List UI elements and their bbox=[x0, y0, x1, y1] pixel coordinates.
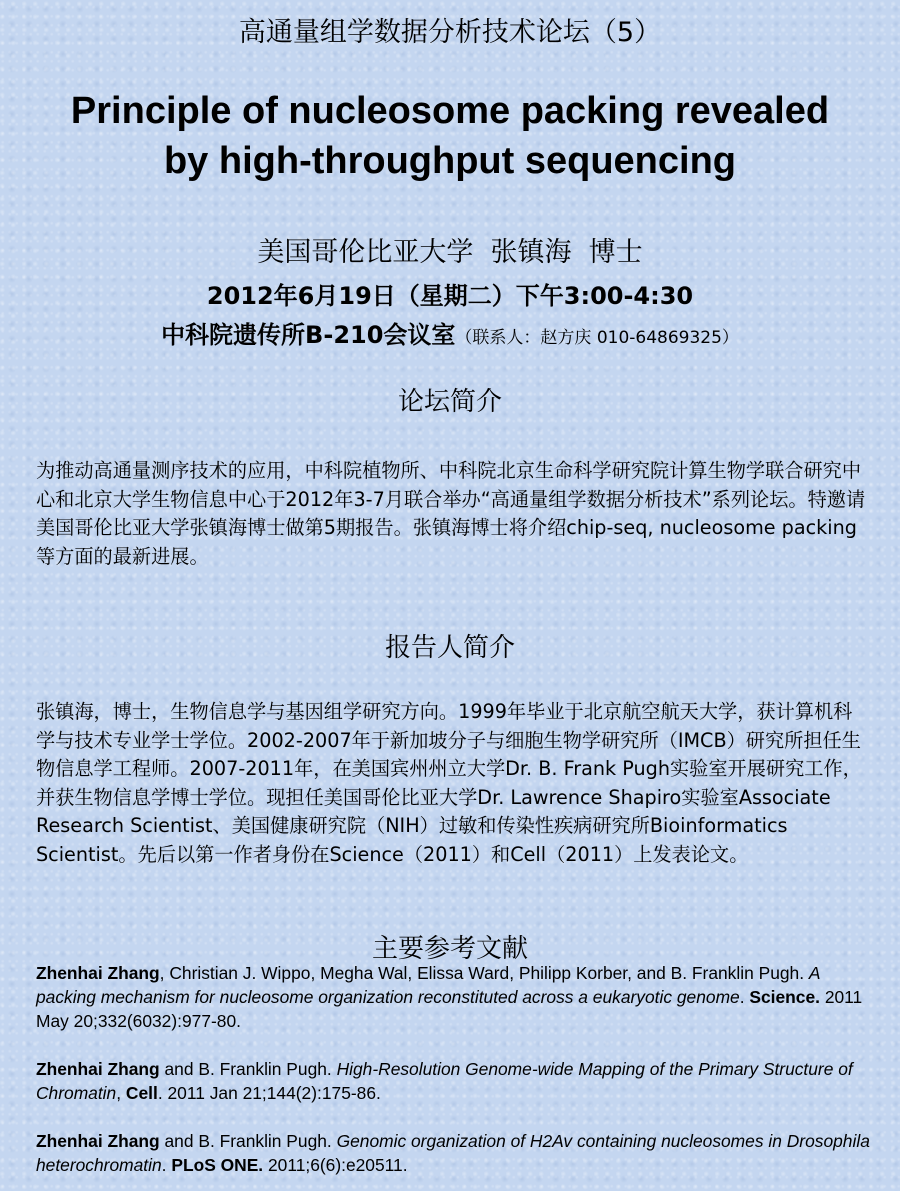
reference-separator: . bbox=[739, 987, 750, 1007]
reference-item bbox=[36, 1129, 870, 1177]
reference-first-author: Zhenhai Zhang bbox=[36, 963, 160, 983]
speaker-bio-heading: 报告人简介 bbox=[384, 633, 515, 663]
reference-separator: , bbox=[116, 1083, 126, 1103]
reference-item bbox=[36, 1057, 870, 1105]
reference-citation: . 2011 Jan 21;144(2):175-86. bbox=[157, 1083, 381, 1103]
venue: 中科院遗传所B-210会议室 bbox=[161, 321, 456, 349]
reference-first-author: Zhenhai Zhang bbox=[36, 1059, 160, 1079]
reference-separator: . bbox=[161, 1155, 172, 1175]
reference-title: A packing mechanism for nucleosome organization reconstituted across a eukaryotic genome bbox=[36, 963, 820, 1007]
intro-heading: 论坛简介 bbox=[397, 387, 502, 417]
reference-citation: 2011;6(6):e20511. bbox=[263, 1155, 408, 1175]
reference-journal: Cell bbox=[125, 1083, 158, 1103]
talk-title bbox=[0, 86, 900, 186]
speaker-name: 美国哥伦比亚大学 张镇海 博士 bbox=[257, 237, 643, 268]
talk-venue-line bbox=[0, 315, 900, 350]
reference-journal: PLoS ONE. bbox=[171, 1155, 264, 1175]
talk-title-line-1: Principle of nucleosome packing revealed bbox=[70, 90, 830, 132]
talk-title-line-2: by high-throughput sequencing bbox=[163, 140, 737, 182]
talk-datetime: 2012年6月19日（星期二）下午3:00-4:30 bbox=[206, 282, 694, 310]
reference-coauthors: , Christian J. Wippo, Megha Wal, Elissa Ward, Philipp Korber, and B. Franklin Pugh. bbox=[159, 963, 809, 983]
reference-citation: 2011 May 20;332(6032):977-80. bbox=[36, 987, 863, 1031]
reference-coauthors: and B. Franklin Pugh. bbox=[159, 1059, 337, 1079]
reference-journal: Science. bbox=[749, 987, 820, 1007]
reference-coauthors: and B. Franklin Pugh. bbox=[159, 1131, 337, 1151]
speaker-bio-paragraph: 张镇海，博士，生物信息学与基因组学研究方向。1999年毕业于北京航空航天大学，获计算机科学与技术专业学士学位。2002-2007年于新加坡分子与细胞生物学研究所（IMCB）研究所担任生物信息学工程师。2007-2011年，在美国宾州州立大学Dr. B. Frank Pugh实验室开展研究工作，并获生物信息学博士学位。现担任美国哥伦比亚大学Dr. Lawrence Shapiro实验室Associate Research Scientist、美国健康研究院（NIH）过敏和传染性疾病研究所Bioinformatics Scientist。先后以第一作者身份在Science（2011）和Cell（2011）上发表论文。 bbox=[36, 700, 862, 866]
reference-title: High-Resolution Genome-wide Mapping of the Primary Structure of Chromatin bbox=[36, 1059, 853, 1103]
reference-title: Genomic organization of H2Av containing nucleosomes in Drosophila heterochromatin bbox=[36, 1131, 870, 1175]
reference-first-author: Zhenhai Zhang bbox=[36, 1131, 160, 1151]
contact-info: （联系人：赵方庆 010-64869325） bbox=[455, 328, 739, 348]
forum-title: 高通量组学数据分析技术论坛（5） bbox=[238, 17, 662, 48]
reference-item bbox=[36, 961, 870, 1033]
intro-paragraph: 为推动高通量测序技术的应用，中科院植物所、中科院北京生命科学研究院计算生物学联合研究中心和北京大学生物信息中心于2012年3-7月联合举办“高通量组学数据分析技术”系列论坛。特邀请美国哥伦比亚大学张镇海博士做第5期报告。张镇海博士将介绍chip-seq, nucleosome packing等方面的最新进展。 bbox=[36, 459, 866, 568]
references-heading: 主要参考文献 bbox=[371, 934, 528, 964]
